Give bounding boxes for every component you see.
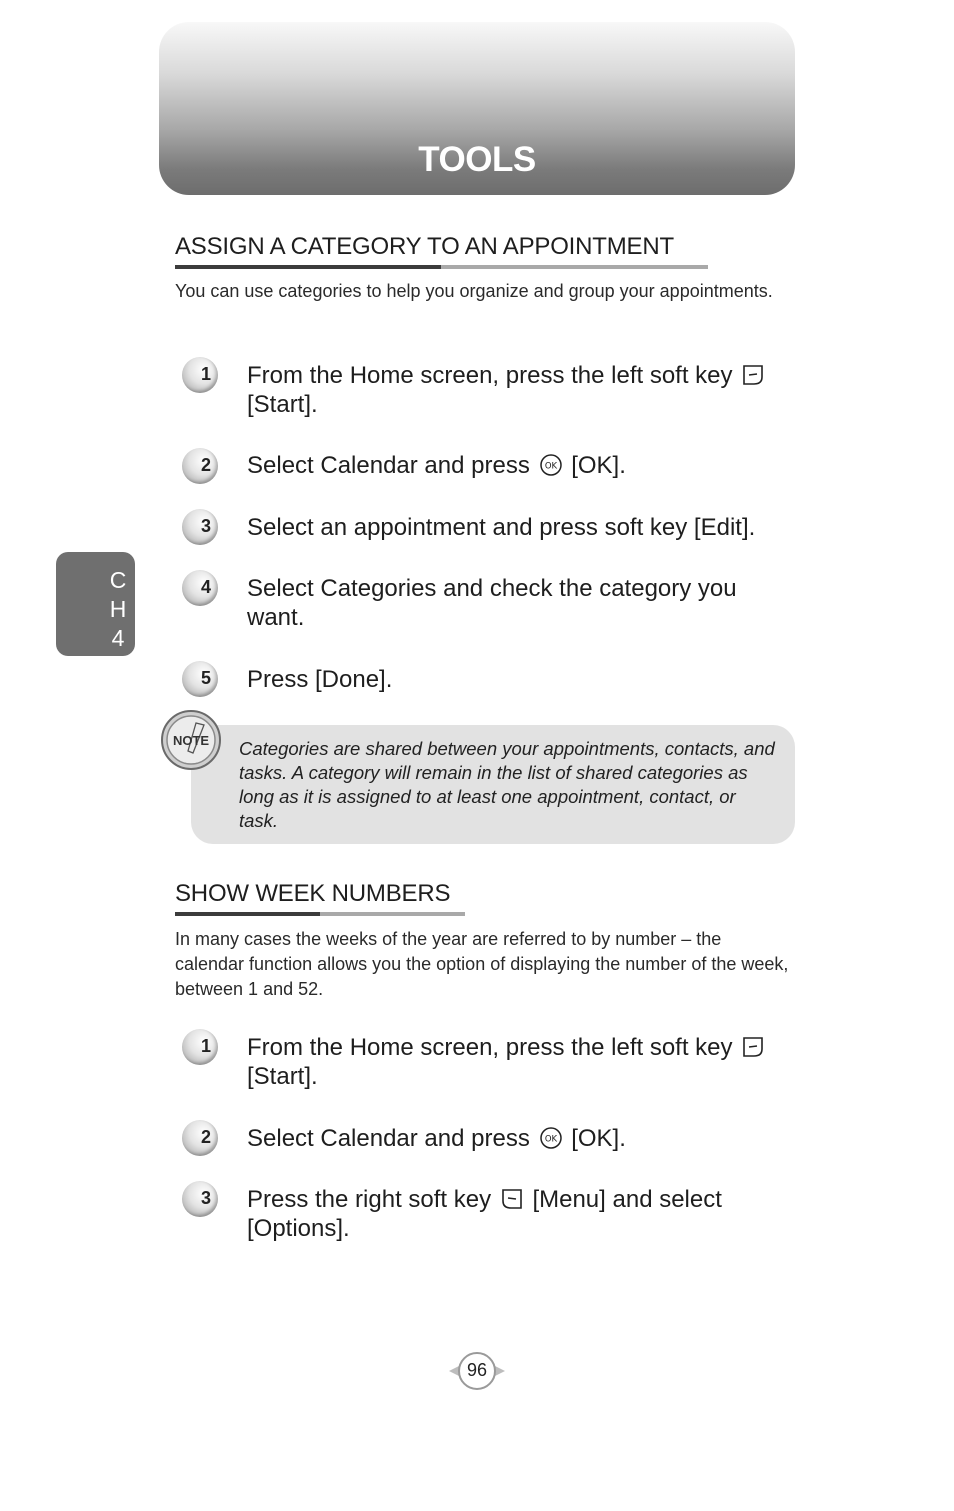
- chapter-title: TOOLS: [418, 140, 536, 179]
- svg-text:OK: OK: [544, 461, 557, 472]
- heading-underline-light: [441, 265, 708, 269]
- heading-underline-dark: [175, 265, 441, 269]
- step-text: Press [Done].: [247, 666, 393, 693]
- step-number: 1: [200, 1036, 211, 1056]
- step-text-after: [OK].: [571, 1125, 626, 1152]
- step-number: 3: [200, 516, 211, 536]
- chapter-tab-label: C H 4: [109, 567, 127, 651]
- right-soft-key-icon: [500, 1187, 524, 1211]
- step-text-before: Press the right soft key: [247, 1186, 492, 1213]
- section-intro: You can use categories to help you organize and group your appointments.: [175, 281, 773, 301]
- step-text: [247, 1185, 792, 1243]
- step-text: [247, 361, 792, 419]
- section-heading-assign-category: ASSIGN A CATEGORY TO AN APPOINTMENT: [175, 233, 674, 260]
- step-number: 5: [200, 668, 211, 688]
- step-text-before: Select Calendar and press: [247, 452, 530, 479]
- step-number: 2: [200, 1127, 211, 1147]
- heading-underline-light: [320, 912, 465, 916]
- step-text: Select an appointment and press soft key [Edit].: [247, 514, 756, 541]
- note-icon-label: NOTE: [172, 733, 210, 748]
- ok-key-icon: [539, 1126, 563, 1150]
- step-text-after: [Menu] and select [Options].: [247, 1186, 722, 1242]
- left-soft-key-icon: [741, 363, 765, 387]
- step-number: 2: [200, 455, 211, 475]
- note-text: Categories are shared between your appointments, contacts, and tasks. A category will remain in the list of shared categories as long as it is assigned to at least one appointment, contact, or task.: [239, 738, 775, 831]
- step-text-before: From the Home screen, press the left soft key: [247, 1034, 733, 1061]
- section-intro: In many cases the weeks of the year are referred to by number – the calendar function allows you the option of displaying the number of the week, between 1 and 52.: [175, 929, 789, 999]
- step-text-after: [Start].: [247, 1063, 318, 1090]
- step-text: [247, 1033, 792, 1091]
- step-text: [247, 1124, 792, 1153]
- left-soft-key-icon: [741, 1035, 765, 1059]
- step-text: Select Categories and check the category you want.: [247, 575, 737, 631]
- step-text-after: [OK].: [571, 452, 626, 479]
- section-heading-show-week-numbers: SHOW WEEK NUMBERS: [175, 880, 451, 907]
- step-number: 4: [200, 577, 211, 597]
- step-number: 1: [200, 364, 211, 384]
- svg-text:OK: OK: [544, 1134, 557, 1145]
- heading-underline-dark: [175, 912, 320, 916]
- note-icon: [160, 709, 222, 771]
- step-text-before: From the Home screen, press the left soft key: [247, 362, 733, 389]
- step-text-before: Select Calendar and press: [247, 1125, 530, 1152]
- step-text-after: [Start].: [247, 391, 318, 418]
- step-number: 3: [200, 1188, 211, 1208]
- step-text: [247, 451, 792, 480]
- page-number: 96: [466, 1360, 488, 1380]
- ok-key-icon: [539, 453, 563, 477]
